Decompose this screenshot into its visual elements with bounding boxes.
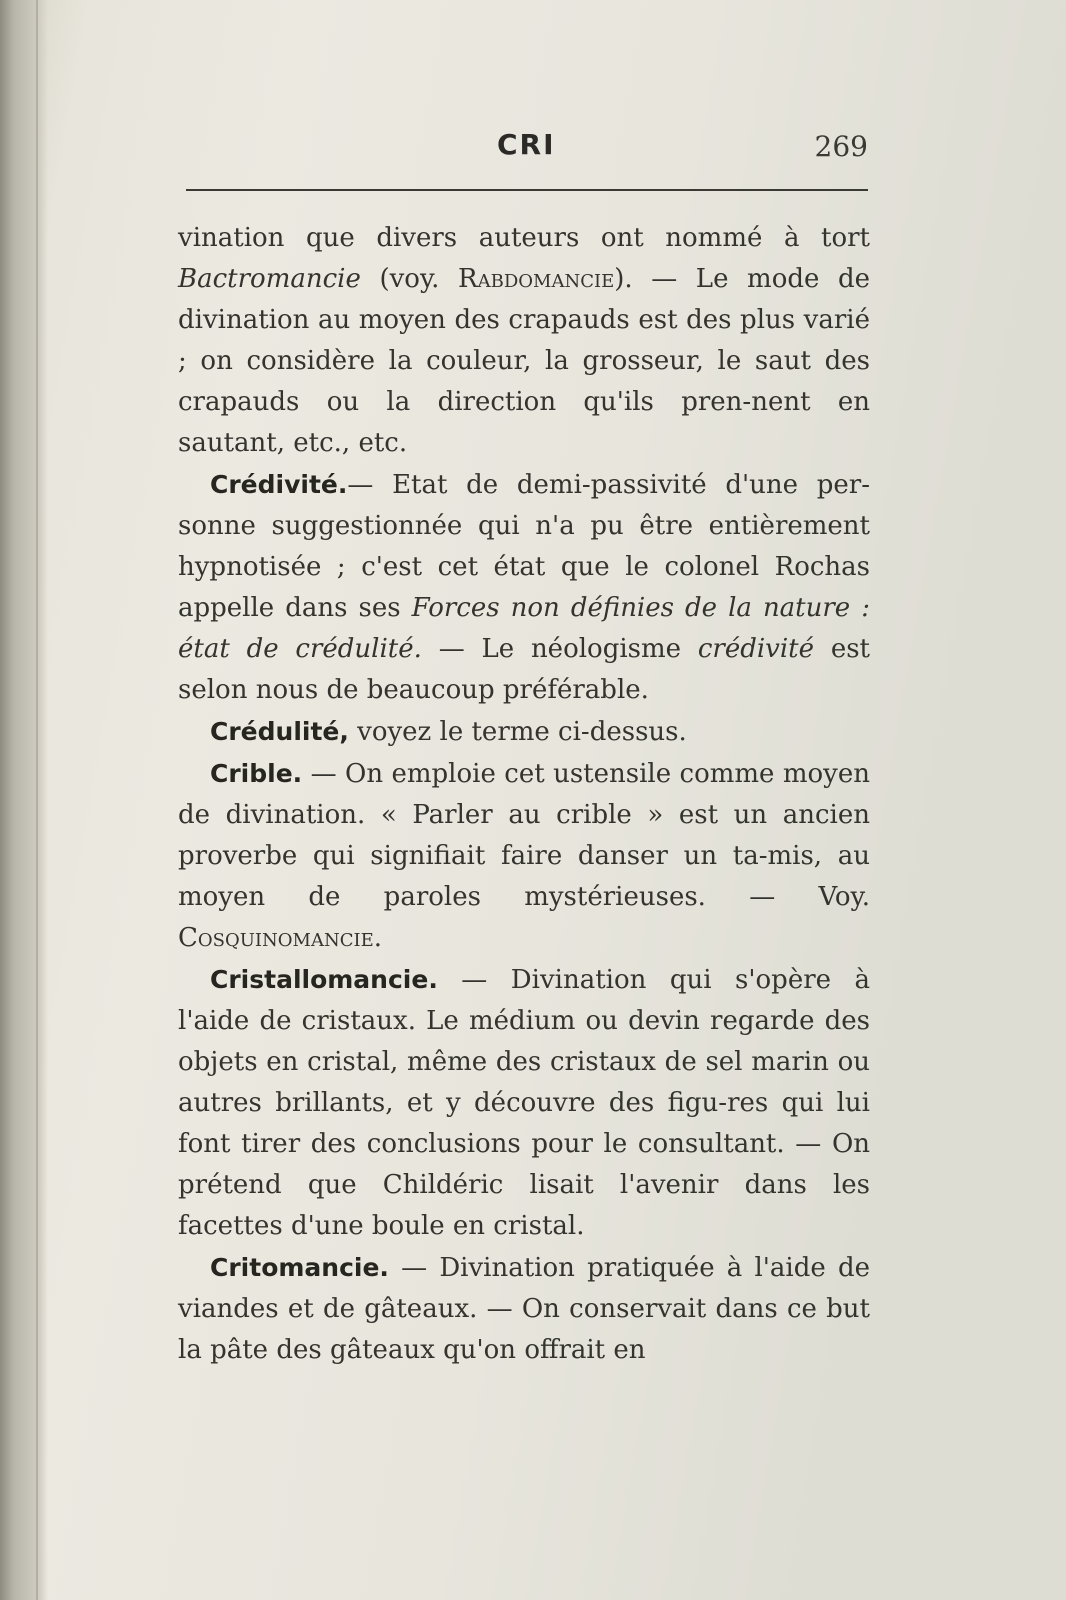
- body-text: [178, 218, 870, 1371]
- entry-term: Crédulité,: [210, 717, 349, 746]
- text-run: — On emploie cet ustensile comme moyen de divination. « Parler au crible » est un ancien proverbe qui signifiait faire danser un ta-mis, au moyen de paroles mystérieuses. — Voy.: [178, 759, 870, 912]
- italic-run: crédivité: [697, 634, 815, 664]
- binding-edge: [36, 0, 38, 1600]
- text-run: — Divination qui s'opère à l'aide de cristaux. Le médium ou devin regarde des objets en cristal, même des cristaux de sel marin ou autres brillants, et y découvre des figu-res qui lui font tirer des conclusions pour le consultant. — On prétend que Childéric lisait l'avenir dans les facettes d'une boule en cristal.: [178, 965, 870, 1241]
- entry-term: Critomancie.: [210, 1253, 389, 1282]
- entry-crible: [178, 753, 870, 959]
- text-run: ). — Le mode de divination au moyen des crapauds est des plus varié ; on considère la couleur, la grosseur, le saut des crapauds ou la direction qu'ils pren-nent en sautant, etc., etc.: [178, 264, 870, 458]
- entry-term: Crible.: [210, 759, 303, 788]
- small-caps-run: Rabdomancie: [458, 264, 615, 294]
- running-head: [190, 128, 880, 168]
- header-rule: [186, 189, 868, 191]
- entry-cristallomancie: [178, 959, 870, 1247]
- entry-credivite: [178, 464, 870, 711]
- text-run: voyez le terme ci-dessus.: [348, 717, 687, 747]
- text-run: — Divination pratiquée à l'aide de viandes et de gâteaux. — On conservait dans ce but la pâte des gâteaux qu'on offrait en: [178, 1253, 870, 1365]
- entry-credulite: [178, 711, 870, 753]
- italic-run: Forces non définies de la nature : état de crédulité.: [178, 593, 870, 664]
- book-gutter-shadow: [0, 0, 48, 1600]
- text-run: est selon nous de beaucoup préférable.: [178, 634, 871, 705]
- entry-term: Crédivité.: [210, 470, 348, 499]
- page-number: 269: [814, 130, 868, 163]
- running-head-title: CRI: [497, 128, 556, 161]
- text-run: — Etat de demi-passivité d'une per-sonne suggestionnée qui n'a pu être entièrement hypnotisée ; c'est cet état que le colonel Rochas appelle dans ses: [178, 470, 870, 623]
- small-caps-run: Cosquinomancie.: [178, 923, 382, 953]
- italic-run: Bactromancie: [178, 264, 361, 294]
- entry-critomancie: [178, 1247, 870, 1371]
- text-run: — Le néologisme: [421, 634, 698, 664]
- entry-term: Cristallomancie.: [210, 965, 438, 994]
- text-run: (voy.: [360, 264, 459, 294]
- text-run: vination que divers auteurs ont nommé à tort: [178, 223, 870, 253]
- continuation-paragraph: [178, 218, 870, 464]
